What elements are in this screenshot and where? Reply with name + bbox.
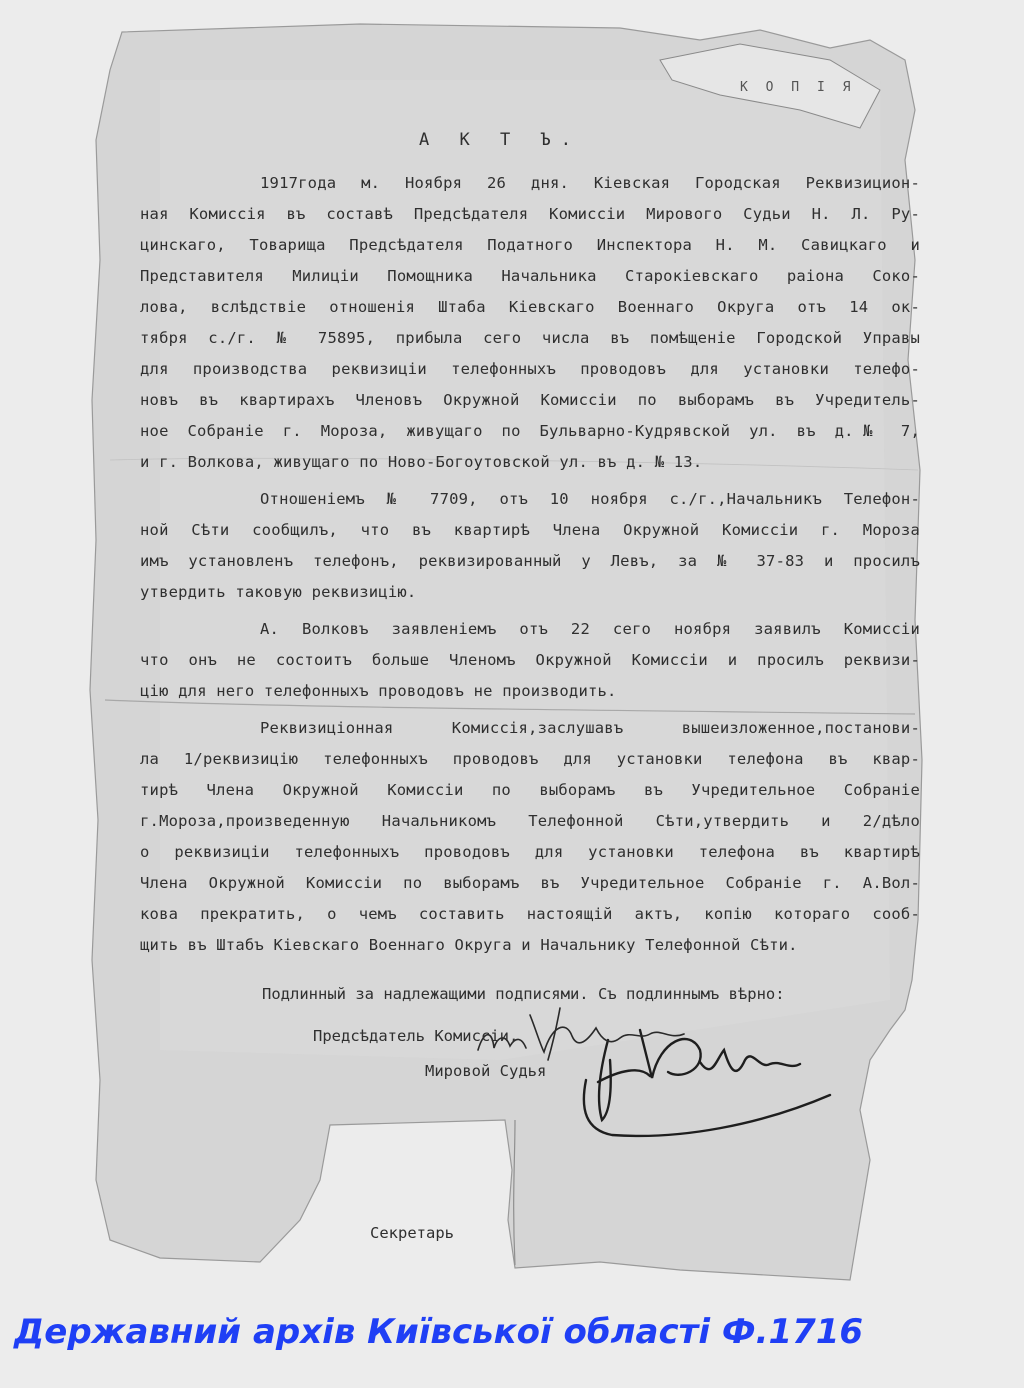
- text-line: и г. Волкова, живущаго по Ново-Богоутовской ул. въ д. № 13.: [140, 453, 703, 471]
- document-title: А К Т Ъ.: [419, 130, 581, 150]
- text-line: ла 1/реквизицію телефонныхъ проводовъ для установки телефона въ квар-: [140, 750, 920, 768]
- text-line: Члена Окружной Комиссіи по выборамъ въ Учредительное Собраніе г. А.Вол-: [140, 874, 920, 892]
- text-line: цинскаго, Товарища Предсѣдателя Податного Инспектора Н. М. Савицкаго и: [140, 236, 920, 254]
- text-line: лова, вслѣдствіе отношенія Штаба Кіевскаго Военнаго Округа отъ 14 ок-: [140, 298, 920, 316]
- text-line: 1917года м. Ноября 26 дня. Кіевская Городская Реквизицион-: [260, 174, 920, 192]
- text-line: ное Собраніе г. Мороза, живущаго по Бульварно-Кудрявской ул. въ д.№ 7,: [140, 422, 920, 440]
- text-line: цію для него телефонныхъ проводовъ не производить.: [140, 682, 617, 700]
- paragraph-4: [140, 713, 920, 961]
- certification-line: Подлинный за надлежащими подписями. Съ подлиннымъ вѣрно:: [262, 985, 785, 1003]
- text-line: щить въ Штабъ Кіевскаго Военнаго Округа и Начальнику Телефонной Сѣти.: [140, 936, 798, 954]
- text-line: кова прекратить, о чемъ составить настоящій актъ, копію котораго сооб-: [140, 905, 920, 923]
- text-line: что онъ не состоитъ больше Членомъ Окружной Комиссіи и просилъ реквизи-: [140, 651, 920, 669]
- chairman-title: Предсѣдатель Комиссіи,: [313, 1027, 519, 1045]
- text-line: Реквизиціонная Комиссія,заслушавъ вышеизложенное,постанови-: [260, 719, 920, 737]
- corner-stamp: К О П І Я: [740, 80, 856, 95]
- text-line: тября с./г. № 75895, прибыла сего числа въ помѣщеніе Городской Управы: [140, 329, 920, 347]
- chairman-position: Мировой Судья: [425, 1062, 547, 1080]
- document-body: [140, 130, 920, 967]
- text-line: утвердить таковую реквизицію.: [140, 583, 417, 601]
- text-line: А. Волковъ заявленіемъ отъ 22 сего ноября заявилъ Комиссіи: [260, 620, 920, 638]
- paragraph-1: [140, 168, 920, 478]
- text-line: для производства реквизиціи телефонныхъ проводовъ для установки телефо-: [140, 360, 920, 378]
- paragraph-3: [140, 614, 920, 707]
- text-line: Отношеніемъ № 7709, отъ 10 ноября с./г.,Начальникъ Телефон-: [260, 490, 920, 508]
- secretary-label: Секретарь: [370, 1224, 454, 1242]
- archive-caption: Державний архів Київської області Ф.1716: [14, 1312, 864, 1352]
- text-line: имъ установленъ телефонъ, реквизированный у Левъ, за № 37-83 и просилъ: [140, 552, 920, 570]
- text-line: ной Сѣти сообщилъ, что въ квартирѣ Члена Окружной Комиссіи г. Мороза: [140, 521, 920, 539]
- paragraph-2: [140, 484, 920, 608]
- text-line: ная Комиссія въ составѣ Предсѣдателя Комиссіи Мирового Судьи Н. Л. Ру-: [140, 205, 920, 223]
- text-line: Представителя Милиціи Помощника Начальника Старокіевскаго раіона Соко-: [140, 267, 920, 285]
- text-line: тирѣ Члена Окружной Комиссіи по выборамъ въ Учредительное Собраніе: [140, 781, 920, 799]
- text-line: о реквизиціи телефонныхъ проводовъ для установки телефона въ квартирѣ: [140, 843, 920, 861]
- text-line: г.Мороза,произведенную Начальникомъ Телефонной Сѣти,утвердить и 2/дѣло: [140, 812, 920, 830]
- text-line: новъ въ квартирахъ Членовъ Окружной Комиссіи по выборамъ въ Учредитель-: [140, 391, 920, 409]
